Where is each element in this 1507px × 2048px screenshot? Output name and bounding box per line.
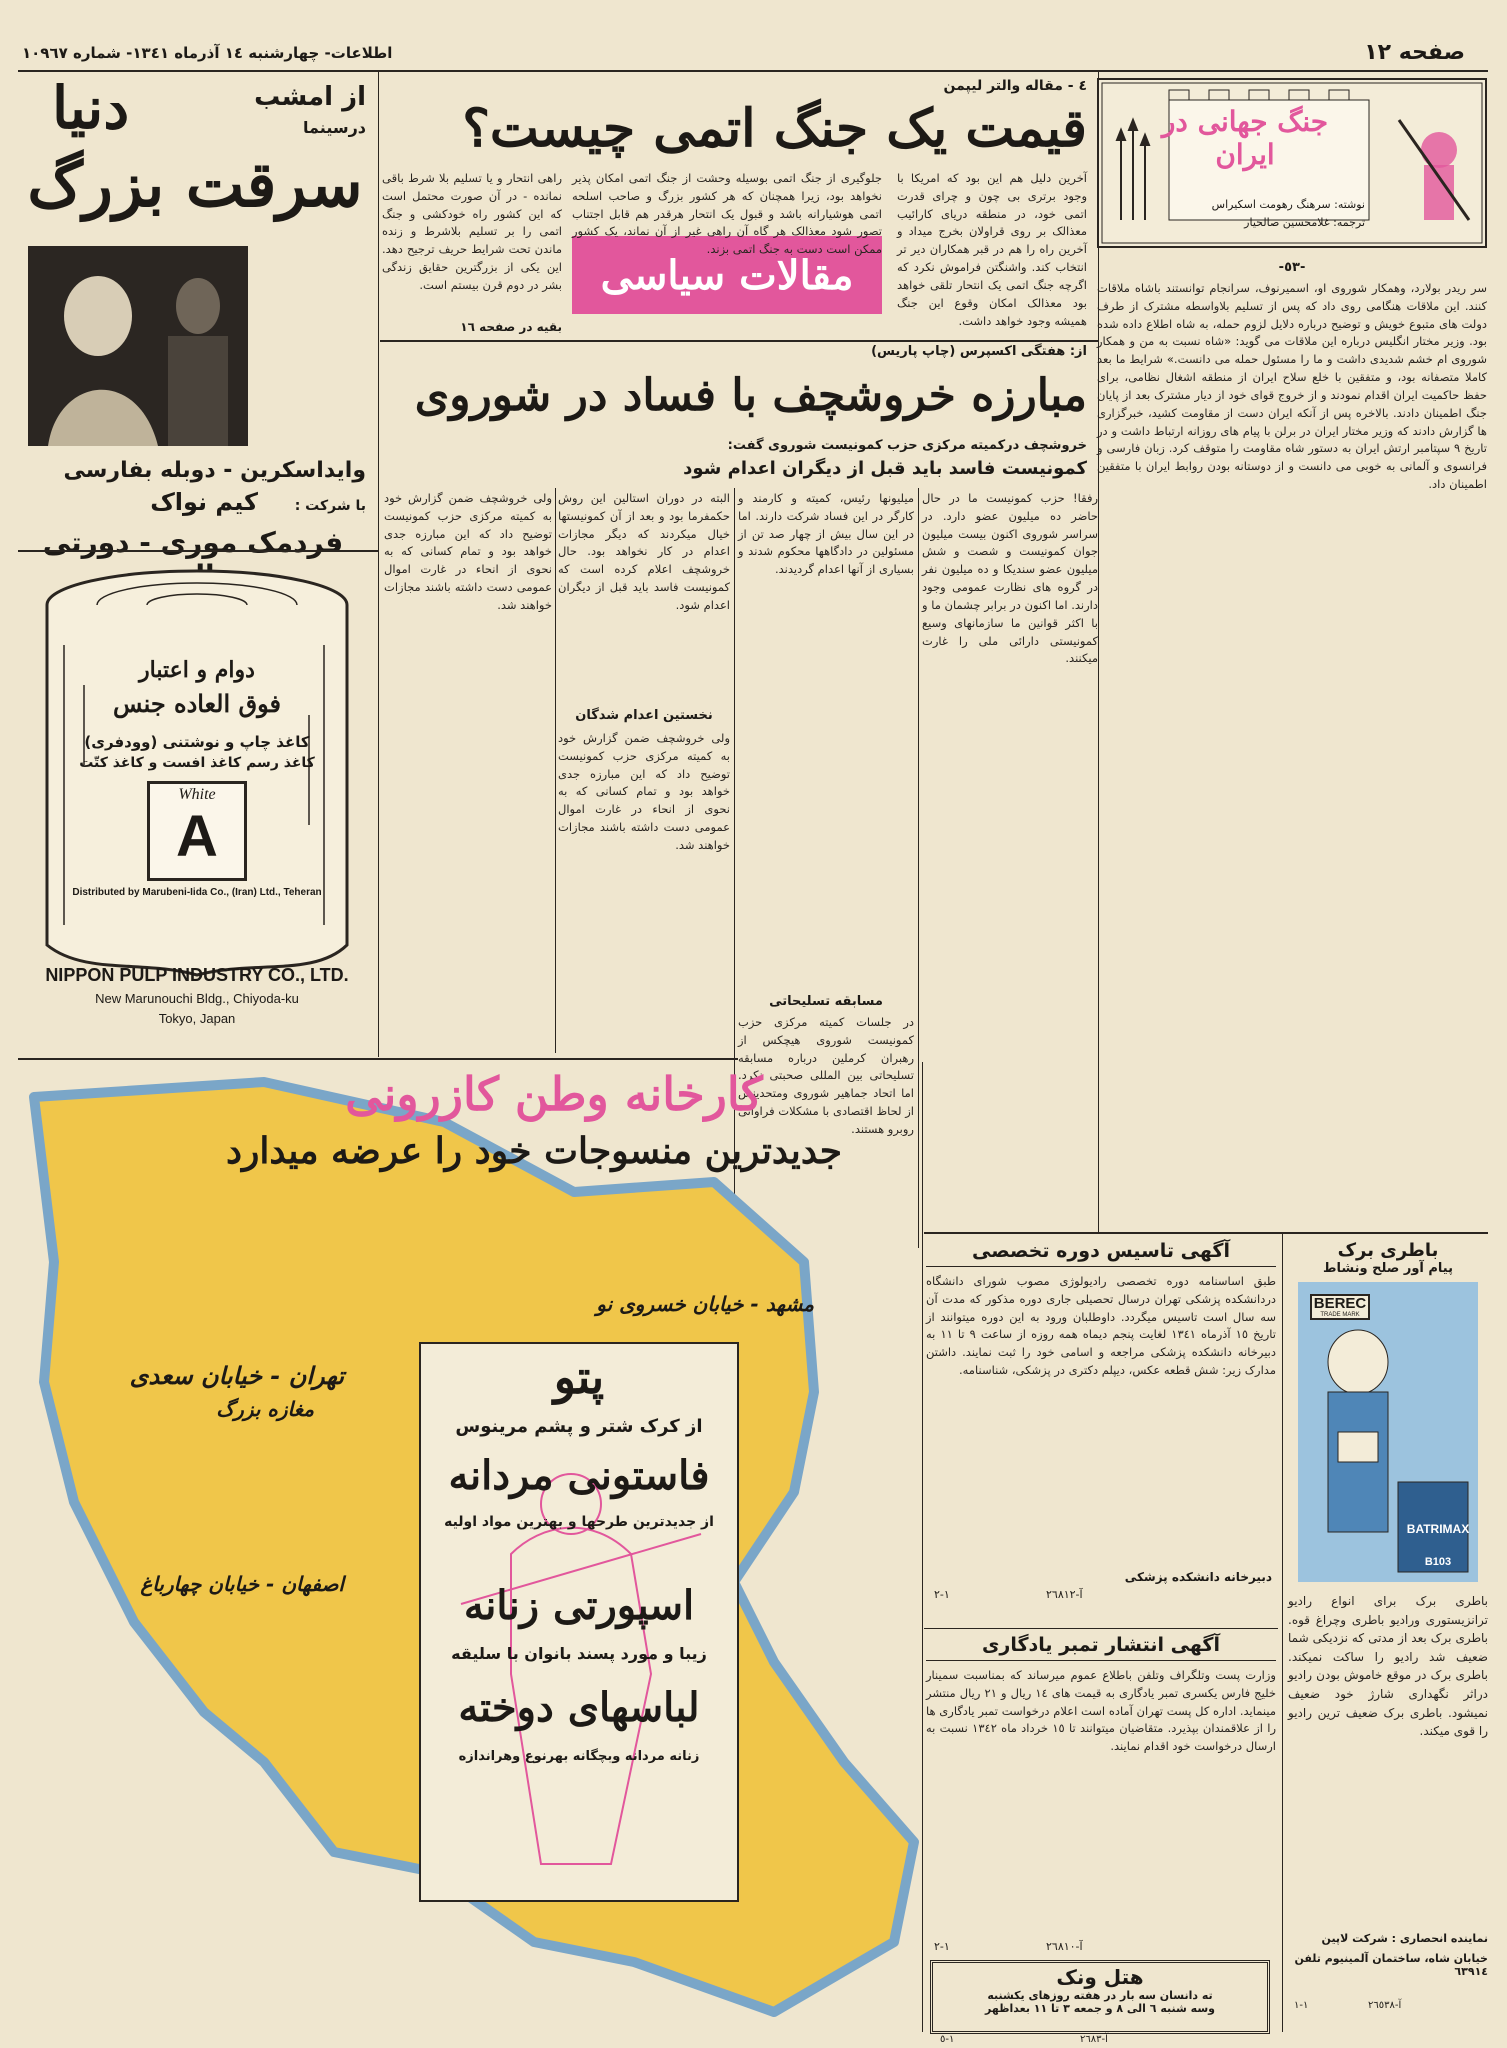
log-illustration [24, 565, 370, 985]
war-series-title: جنگ جهانی در ایران [1161, 105, 1329, 171]
product-sport: اسپورتی زنانه [463, 1582, 695, 1629]
war-series-translator: ترجمه: غلامحسین صالحیار [1244, 216, 1365, 229]
battery-brand: BEREC [1313, 1295, 1367, 1312]
hotel-title: هتل ونک [1056, 1965, 1144, 1989]
factory-mashhad: مشهد - خیابان خسروی نو [596, 1292, 814, 1316]
second-subsection-body-col: در جلسات کمیته مرکزی حزب کمونیست شوروی هیچکس از رهبران کرملین درباره مسابقه تسلیحاتی بین المللی صحبتی نکرد. اما اتحاد جماهیر شوروی ومتحدینش از لحاظ اقتصادی با مشکلات فراوانی روبرو هستند. [738, 1015, 914, 1136]
second-col-rule-c [555, 488, 556, 1053]
second-subhead-small: خروشچف درکمیته مرکزی حزب کمونیست شوروی گفت: [727, 438, 1087, 453]
battery-ad [1288, 1240, 1488, 2030]
paper-line2: فوق العاده جنس [112, 689, 281, 718]
main-left-rule [378, 72, 379, 1057]
date-line: اطلاعات- چهارشنبه ١٤ آذرماه ١٣٤١- شماره ١٠٩٦٧ [22, 44, 393, 62]
battery-slogan: پیام آور صلح ونشاط [1322, 1261, 1453, 1276]
battery-title: باطری برک [1337, 1240, 1439, 1261]
white-logo-letter: A [176, 804, 218, 869]
main-body-c: راهی انتحار و یا تسلیم بلا شرط باقی نمانده - در آن صورت محتمل است که این کشور راه خودکشی و جنگ اتمی را بر تسلیم بلاشرط و زنده ماندن تحت شرایط حریف ترجیح دهد. این یکی از بزرگترین حقایق زندگی بشر در دوم قرن بیستم است. [382, 171, 562, 292]
paper-line1: دوام و اعتبار [139, 657, 255, 683]
paper-ad [24, 565, 370, 1055]
continued-note: بقیه در صفحه ١٦ [460, 320, 562, 334]
stamp-notice-left: ١-٢ [934, 1940, 950, 1953]
product-fastoni: فاستونی مردانه [448, 1452, 710, 1499]
main-article-rule [380, 340, 1098, 342]
battery-left: ١-١ [1294, 2000, 1309, 2011]
paper-company: NIPPON PULP INDUSTRY CO., LTD. [45, 965, 349, 985]
cinema-ad [22, 74, 368, 559]
course-notice-footer: دبیرخانه دانشکده پزشکی [1124, 1570, 1272, 1584]
second-headline: مبارزه خروشچف با فساد در شوروی [414, 370, 1087, 421]
cinema-rule [18, 550, 378, 552]
factory-subtitle: جدیدترین منسوجات خود را عرضه میدارد [226, 1130, 842, 1172]
upper-section-rule [18, 1058, 738, 1060]
paper-distributor: Distributed by Marubeni-Iida Co., (Iran) Ltd., Teheran [72, 887, 322, 898]
page-number: صفحه ١٢ [1364, 40, 1465, 65]
factory-title: کارخانه وطن کازرونی [345, 1067, 763, 1121]
battery-illustration [1288, 1282, 1488, 1582]
factory-ad [14, 1062, 919, 2032]
second-subhead: کمونیست فاسد باید قبل از دیگران اعدام شود [683, 458, 1087, 479]
battery-left-rule [1282, 1232, 1283, 2032]
second-col-1: رفقا! حزب کمونیست ما در حال حاضر ده میلیون عضو دارد. در سراسر شوروی اکنون بیست میلیون جوان کمونیست و شصت و شش میلیون عضو سندیکا و ده میلیون نفر در گروه های نظارت عمومی وجود دارند. اما اکنون در برابر چشمان ما و با اکثر قوانین ما سازمانهای وسیع کمونیستی دارائی ملی را غارت میکنند. [922, 491, 1098, 666]
second-col-3: البته در دوران استالین این روش حکمفرما بود و بعد از آن کمونیستها خیال میکردند که دیگر مجازات اعدام در کار نخواهد بود. حال خروشچف اعلام کرده است که کمونیست فاسد باید قبل از دیگران اعدام شود. [558, 491, 730, 612]
battery-brand-box [1310, 1294, 1370, 1320]
paper-line3: کاغذ چاپ و نوشتنی (وودفری) [84, 733, 310, 751]
second-col-3b: ولی خروشچف ضمن گزارش خود به کمیته مرکزی حزب کمونیست توضیح داد که این مبارزه جدی خواهد بود و تمام کسانی که به نحوی از انحاء در غارت اموال عمومی دست داشته باشند مجازات خواهند شد. [558, 731, 730, 852]
hotel-line1: ته دانسان سه بار در هفته روزهای یکشنبه [987, 1989, 1213, 2002]
masthead-rule [18, 70, 1488, 72]
second-col-4: ولی خروشچف ضمن گزارش خود به کمیته مرکزی حزب کمونیست توضیح داد که این مبارزه جدی خواهد بود و تمام کسانی که به نحوی از انحاء در غارت اموال عمومی دست داشته باشند مجازات خواهند شد. [384, 491, 552, 612]
product-tailored-desc: زنانه مردانه وبچگانه بهرنوع وهراندازه [458, 1749, 700, 1764]
paper-line4: کاغذ رسم کاغذ افست و کاغذ کتّت [79, 755, 315, 771]
battery-trademark: TRADE MARK [1320, 1312, 1360, 1318]
white-a-logo [147, 781, 247, 881]
product-blanket-desc: از کرک شتر و پشم مرینوس [455, 1416, 703, 1437]
second-subsection-head: مسابقه تسلیحاتی [769, 994, 883, 1009]
cinema-format: وایداسکرین - دوبله بفارسی [63, 458, 366, 483]
battery-product: BATRIMAX [1406, 1522, 1470, 1536]
second-source: از: هفتگی اکسپرس (چاپ پاریس) [871, 344, 1087, 359]
film-still-image [28, 246, 248, 446]
stamp-notice-title: آگهی انتشار تمبر یادگاری [926, 1634, 1276, 1661]
main-headline: قیمت یک جنگ اتمی چیست؟ [462, 98, 1087, 159]
political-articles-label: مقالات سیاسی [600, 251, 854, 299]
war-series-number: -٥٣- [1278, 260, 1306, 275]
course-notice-left: ١-٢ [934, 1588, 950, 1601]
hotel-line2: وسه شنبه ٦ الی ٨ و جمعه ٣ تا ١١ بعداظهر [985, 2002, 1215, 2015]
second-col-3-head: نخستین اعدام شدگان [575, 708, 713, 723]
product-blanket: پتو [553, 1350, 605, 1404]
film-title: سرقت بزرگ [27, 148, 363, 221]
war-series-logo [1097, 78, 1487, 248]
main-body-a: آخرین دلیل هم این بود که امریکا با وجود برتری بی چون و چرای قدرت اتمی خود، در منطقه دریای کارائیب معذالک بر روی قراولان بخرج میداد و آخرین راه را هم در قبر همکاران دیر تر انتخاب کند. واشنگتن فراموش نکرد که اگرچه جنگ اتمی یک انتحار تلقی خواهد بود معذالک امکان وقوع این جنگ همیشه وجود خواهد داشت. [897, 171, 1087, 328]
battery-model: B103 [1424, 1556, 1452, 1568]
battery-body: باطری برک برای انواع رادیو ترانزیستوری ورادیو باطری وچراغ قوه. باطری برک بعد از مدتی که نزدیکی شما ضعیف شد رادیو را ساکت نمیکند. باطری برک در موقع خاموش بودن رادیو دراثر نگهداری شارژ خود ضعیف نمیشود. باطری برک ضعیف ترین رادیو را قوی میکند. [1288, 1594, 1488, 1739]
product-tailored: لباسهای دوخته [458, 1684, 700, 1731]
course-notice-title: آگهی تاسیس دوره تخصصی [926, 1240, 1276, 1267]
battery-address: خیابان شاه، ساختمان آلمینیوم تلفن ٦٣٩١٤ [1294, 1952, 1488, 1978]
main-series-label: ٤ - مقاله والتر لیپمن [943, 78, 1087, 94]
product-fastoni-desc: از جدیدترین طرحها و بهترین مواد اولیه [444, 1514, 714, 1530]
lower-right-rule [924, 1232, 1488, 1234]
course-notice-body: طبق اساسنامه دوره تخصصی رادیولوژی مصوب شورای دانشگاه دردانشکده پزشکی تهران درسال تحصیلی جاری دوره مذکور که مدت آن سه سال است تاسیس میگردد. داوطلبان ورود به این دوره میتوانند از تاریخ ١٥ آذرماه ١٣٤١ لغایت پنجم دیماه همه روزه از ساعت ٩ تا ١١ به دبیرخانه دانشکده پزشکی مراجعه و اسامی خود را ثبت نمایند. داشتن مدارک زیر: شش قطعه عکس، دیپلم دکتری در پزشکی، شناسنامه. [926, 1274, 1276, 1378]
cinema-in: درسینما [303, 118, 366, 137]
product-sport-desc: زیبا و مورد پسند بانوان با سلیقه [451, 1644, 707, 1663]
white-logo-word: White [178, 786, 216, 803]
paper-address2: Tokyo, Japan [158, 1011, 236, 1026]
war-series-body: سر ریدر بولارد، وهمکار شوروی او، اسمیرنوف، سرانجام توانستند باشاه ملاقات کنند. این ملاقات هنگامی روی داد که پس از تسلیم بلاواسطه مشترک از طرف دولت های متبوع خویش و توضیح درباره دلایل لزوم حمله، به شاه اطلاع داده شده بود. وزیر مختار انگلیس درباره این ملاقات می گوید: «شاه نسبت به من و همکار شوروی ام خشم شدیدی داشت و ما را مسئول حمله می دانست.» شرایط ما بعد کاملا متصفانه بود، و متفقین با خلع سلاح ایران از منطقه اشغال نظامی، برای حفظ حاکمیت ایران اقدام نمودند و از خروج قوای خود از دیار مشترک بعد از پایان جنگ اطمینان دادند. بالاخره پس از آنکه ایران دست از مقاومت کشید، خبرگزاری ها گزارش دادند که وزیر مختار ایران در برلن با پیام های روزانه ارتباط داشت و در تاریخ ٩ سپتامبر ارتش ایران به دستور شاه مقاومت را متوقف کرد. زبان فارسی و فرانسوی و آلمانی به خوبی می دانست و از دوستانه بودن روابط ایران با متفقین اطمینان داد. [1097, 281, 1487, 491]
battery-code: آ-٢٦٥٣٨ [1368, 2000, 1402, 2011]
cinema-tonight: از امشب [254, 82, 366, 112]
right-column-rule [1098, 72, 1099, 1232]
factory-products-box [419, 1342, 739, 1902]
cinema-name: دنیا [52, 74, 130, 142]
second-col-2: میلیونها رئیس، کمیته و کارمند و کارگر در این فساد شرکت دارند. اما در این سال بیش از چهار صد تن از مسئولین در دادگاهها محکوم شدند و بسیاری از آنها اعدام گردیدند. [738, 491, 914, 577]
war-series-author: نوشته: سرهنگ رهومت اسکیراس [1211, 198, 1365, 211]
cinema-with: با شرکت : [294, 498, 366, 514]
stamp-notice [926, 1634, 1276, 1964]
stamp-notice-code: آ-٢٦٨١٠ [1046, 1940, 1083, 1953]
factory-tehran: تهران - خیابان سعدی [129, 1362, 344, 1390]
main-body-b: جلوگیری از جنگ اتمی بوسیله وحشت از جنگ اتمی امکان پذیر نخواهد بود، زیرا همچنان که هر کشور بزرگ و صاحب اسلحه اتمی هوشیارانه باشد و قبول یک انتحار هرقدر هم قابل اجتناب تصور شود معذالک هر گاه آن راهی غیر از آن نماند، یک کشور ممکن است دست به جنگ اتمی بزند. [572, 171, 882, 257]
hotel-ad [930, 1960, 1270, 2034]
cinema-actor1: کیم نواک [150, 488, 258, 516]
notice-left-rule [922, 1062, 923, 2032]
course-notice-code: آ-٢٦٨١٢ [1046, 1588, 1083, 1601]
hotel-code: آ-٢٦٨٣ [1080, 2034, 1108, 2045]
factory-tehran-sub: مغازه بزرگ [216, 1397, 314, 1421]
paper-address1: New Marunouchi Bldg., Chiyoda-ku [95, 991, 299, 1006]
course-notice [926, 1240, 1276, 1620]
hotel-left: ١-٥ [940, 2034, 955, 2045]
factory-isfahan: اصفهان - خیابان چهارباغ [140, 1572, 344, 1596]
stamp-top-rule [924, 1628, 1278, 1629]
stamp-notice-body: وزارت پست وتلگراف وتلفن باطلاع عموم میرساند که بمناسبت سمینار خلیج فارس یکسری تمبر یادگاری به قیمت های ١٤ ریال و ٢١ ریال منتشر مینماید. اداره کل پست تهران آماده است اعلام درخواست تمبر یادگاری ها را از علاقمندان بپذیرد. متقاضیان میتوانند تا ١٥ خرداد ماه ١٣٤٢ نسبت به ارسال درخواست خود اقدام نمایند. [926, 1668, 1277, 1754]
cinema-actors2: فردمک موری - دورتی [42, 526, 344, 559]
battery-agent: نماینده انحصاری : شرکت لاپین [1321, 1932, 1488, 1945]
